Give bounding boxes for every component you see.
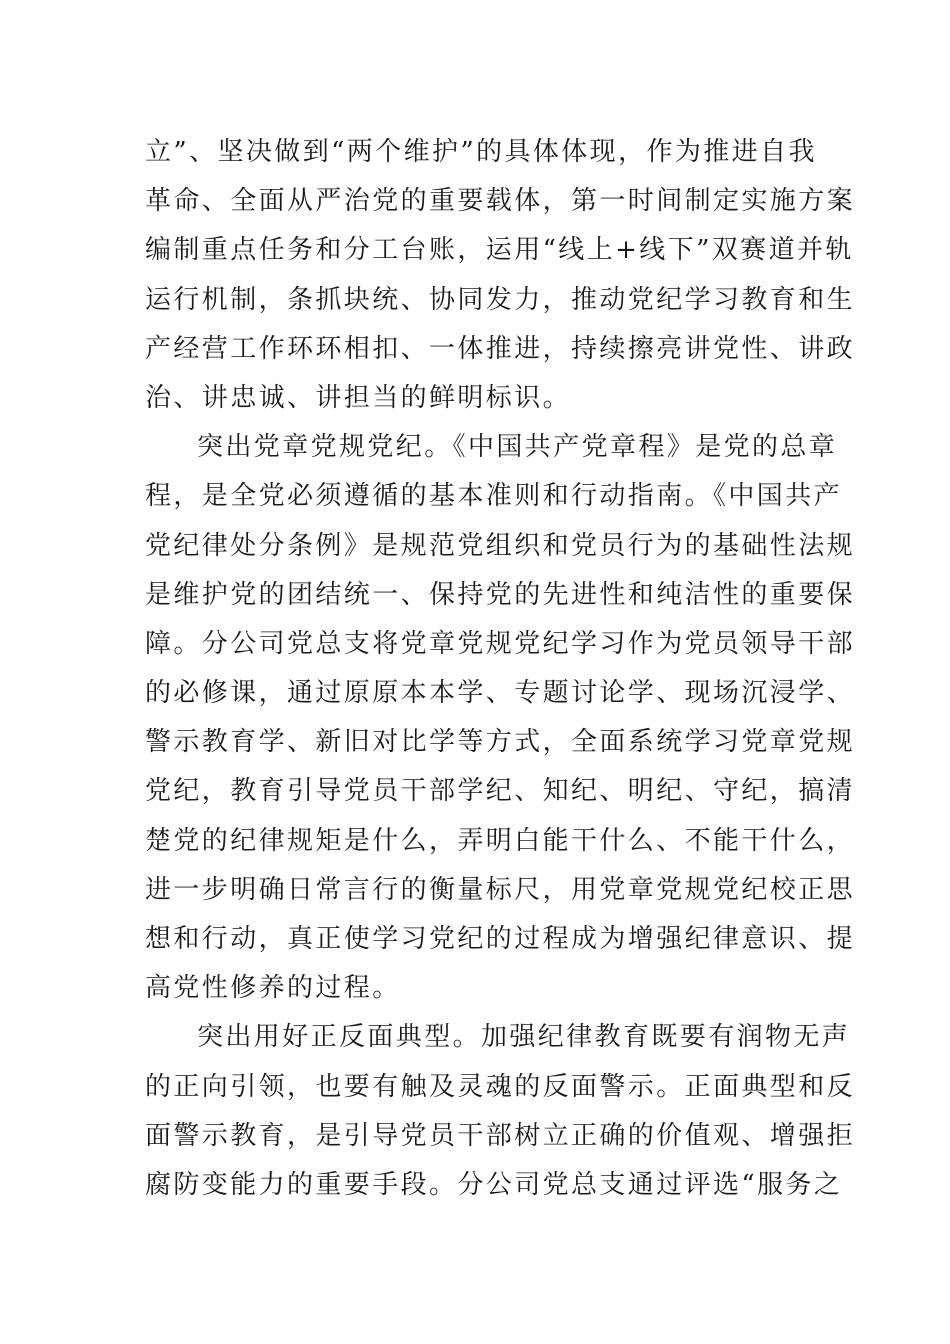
text-line: 是维护党的团结统一、保持党的先进性和纯洁性的重要保 (145, 579, 856, 610)
text-line: 革命、全面从严治党的重要载体，第一时间制定实施方案 (145, 186, 856, 217)
text-line: 党纪，教育引导党员干部学纪、知纪、明纪、守纪，搞清 (145, 776, 856, 807)
text-line: 面警示教育，是引导党员干部树立正确的价值观、增强拒 (145, 1120, 856, 1151)
paragraph-first-line: 突出用好正反面典型。加强纪律教育既要有润物无声 (197, 1022, 851, 1053)
body-text (145, 128, 856, 1210)
text-line: 进一步明确日常言行的衡量标尺，用党章党规党纪校正思 (145, 874, 856, 905)
text-line: 治、讲忠诚、讲担当的鲜明标识。 (145, 382, 572, 413)
text-line: 运行机制，条抓块统、协同发力，推动党纪学习教育和生 (145, 284, 856, 315)
text-line: 的正向引领，也要有触及灵魂的反面警示。正面典型和反 (145, 1071, 856, 1102)
text-line: 程，是全党必须遵循的基本准则和行动指南。《中国共产 (145, 481, 843, 512)
text-line: 楚党的纪律规矩是什么，弄明白能干什么、不能干什么， (145, 825, 856, 856)
text-line: 党纪律处分条例》是规范党组织和党员行为的基础性法规 (145, 530, 856, 561)
text-line: 腐防变能力的重要手段。分公司党总支通过评选“服务之 (145, 1169, 843, 1200)
text-line: 立”、坚决做到“两个维护”的具体体现，作为推进自我 (145, 137, 817, 167)
text-line: 产经营工作环环相扣、一体推进，持续擦亮讲党性、讲政 (145, 333, 856, 364)
text-line: 的必修课，通过原原本本学、专题讨论学、现场沉浸学、 (145, 678, 856, 709)
text-line: 编制重点任务和分工台账，运用“线上+线下”双赛道并轨 (145, 235, 854, 266)
text-line: 警示教育学、新旧对比学等方式，全面系统学习党章党规 (145, 727, 856, 758)
text-line: 障。分公司党总支将党章党规党纪学习作为党员领导干部 (145, 628, 856, 659)
text-line: 高党性修养的过程。 (145, 973, 401, 1004)
paragraph-first-line: 突出党章党规党纪。《中国共产党章程》是党的总章 (197, 432, 838, 463)
text-line: 想和行动，真正使学习党纪的过程成为增强纪律意识、提 (145, 924, 856, 954)
